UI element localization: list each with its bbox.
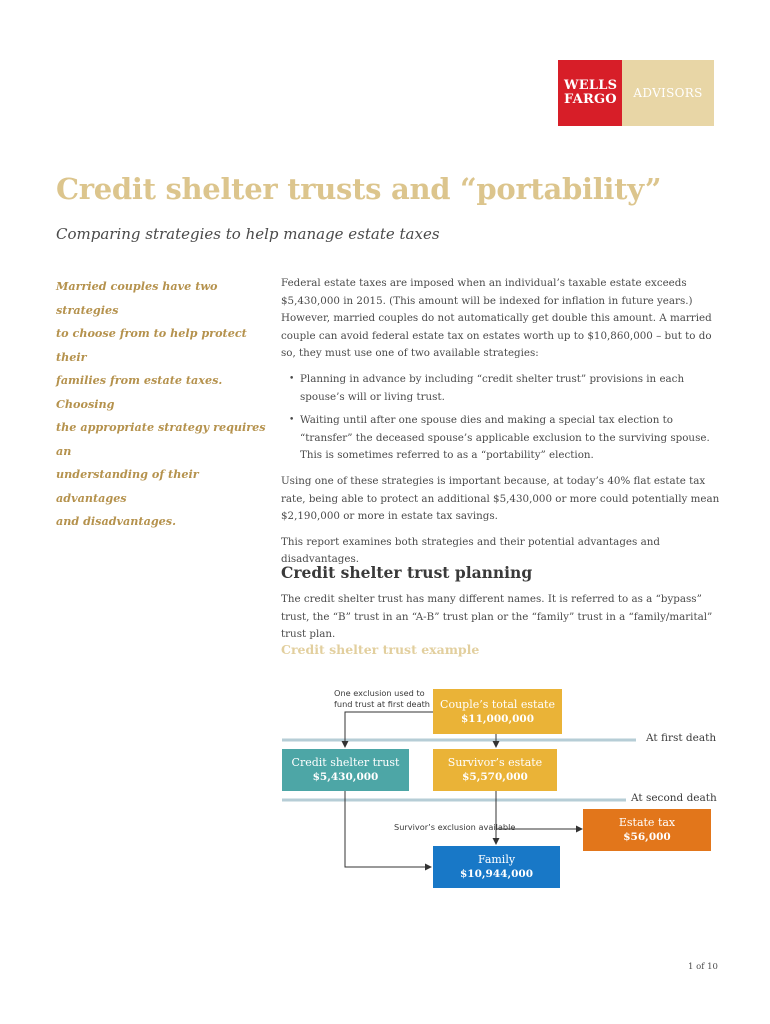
family-box	[433, 846, 560, 888]
sidebar-line: families from estate taxes. Choosing	[56, 373, 223, 411]
page-title: Credit shelter trusts and “portability”	[56, 172, 662, 206]
wells-fargo-logo-mark	[558, 60, 622, 126]
strategy-item: • Waiting until after one spouse dies and making a special tax election to “transfer” the deceased spouse’s applicable exclusion to the surviving spouse. This is sometimes referred to as a “portability” election.	[289, 412, 721, 465]
logo-line-2: FARGO	[564, 92, 617, 107]
sidebar-pull-quote	[56, 275, 266, 534]
strategy-item: • Planning in advance by including “credit shelter trust” provisions in each spouse’s will or living trust.	[289, 371, 721, 406]
estate-tax-label: Estate tax	[618, 816, 676, 829]
savings-paragraph: Using one of these strategies is important because, at today’s 40% flat estate tax rate, being able to protect an additional $5,430,000 or more could potentially mean $2,190,000 or more in estate tax savings.	[281, 474, 720, 523]
page-number: 1 of 10	[688, 962, 718, 972]
survivor-label: Survivor’s estate	[447, 756, 543, 769]
sidebar-line: and disadvantages.	[56, 514, 176, 528]
estate-tax-value: $56,000	[623, 831, 671, 843]
sidebar-line: the appropriate strategy requires an	[56, 420, 266, 458]
wells-fargo-advisors-logo	[558, 60, 714, 126]
family-value: $10,944,000	[459, 868, 534, 880]
one-exclusion-line: One exclusion used to	[334, 688, 425, 698]
intro-body	[281, 275, 721, 577]
logo-advisors: ADVISORS	[633, 86, 703, 100]
strategy-list	[289, 371, 721, 465]
credit-value: $5,430,000	[312, 771, 379, 783]
section-paragraph: The credit shelter trust has many different names. It is referred to as a “bypass” trust, the “B” trust in an “A-B” trust plan or the “family” trust in a “family/marital” trust plan.	[281, 593, 713, 641]
sidebar-line: Married couples have two strategies	[56, 279, 218, 317]
at-first-death-label: At first death	[646, 732, 717, 744]
advisors-logo-mark	[622, 60, 714, 126]
family-label: Family	[477, 853, 516, 866]
at-second-death-label: At second death	[631, 792, 717, 804]
couples-total-estate-box	[433, 689, 562, 734]
credit-shelter-trust-box	[282, 749, 409, 791]
arrow-to-credit-trust	[345, 712, 433, 747]
page-subtitle: Comparing strategies to help manage estate taxes	[56, 225, 440, 243]
one-exclusion-line: fund trust at first death	[334, 698, 430, 709]
survivor-exclusion-label: Survivor’s exclusion available	[394, 822, 516, 832]
survivor-value: $5,570,000	[462, 771, 528, 783]
estate-tax-box	[583, 809, 711, 851]
section-heading: Credit shelter trust planning	[281, 563, 533, 582]
sidebar-line: to choose from to help protect their	[56, 326, 247, 364]
couple-value: $11,000,000	[460, 712, 535, 725]
report-paragraph: This report examines both strategies and their potential advantages and disadvantages.	[281, 535, 660, 566]
example-heading: Credit shelter trust example	[281, 642, 480, 657]
sidebar-line: understanding of their advantages	[56, 467, 199, 505]
credit-label: Credit shelter trust	[291, 756, 400, 769]
couple-label: Couple’s total estate	[440, 697, 555, 711]
logo-line-1: WELLS	[564, 78, 618, 93]
one-exclusion-label	[334, 688, 430, 709]
survivors-estate-box	[433, 749, 557, 791]
intro-paragraph: Federal estate taxes are imposed when an individual’s taxable estate exceeds $5,430,000 in 2015. (This amount will be indexed for inflation in future years.) However, married couples do not automatically get double this amount. A married couple can avoid federal estate tax on estates worth up to $10,860,000 – but to do so, they must use one of two available strategies:	[281, 277, 712, 360]
